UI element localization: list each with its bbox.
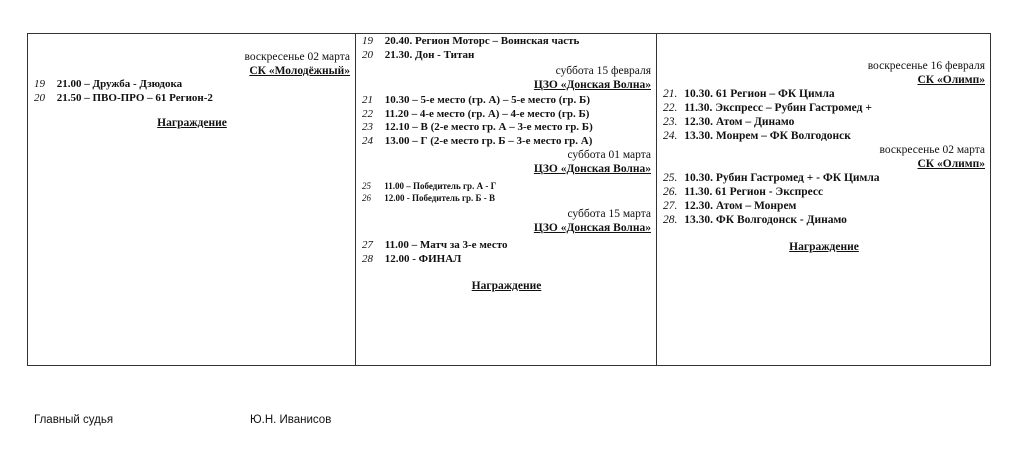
match-row bbox=[362, 239, 651, 253]
match-row bbox=[362, 94, 651, 108]
match-text: 11.30. Экспресс – Рубин Гастромед + bbox=[684, 102, 872, 114]
match-number: 22. bbox=[663, 102, 678, 114]
venue-link[interactable]: ЦЗО «Донская Волна» bbox=[533, 163, 651, 175]
match-row bbox=[362, 121, 651, 135]
match-row bbox=[362, 108, 651, 122]
match-row bbox=[362, 180, 651, 192]
venue-link[interactable]: СК «Молодёжный» bbox=[249, 65, 350, 77]
match-number: 20 bbox=[34, 91, 45, 104]
match-number: 27. bbox=[663, 200, 678, 212]
schedule-column-1 bbox=[28, 34, 356, 365]
match-number: 25 bbox=[362, 181, 371, 191]
match-row bbox=[34, 78, 350, 92]
match-row bbox=[362, 192, 651, 204]
match-text: 12.10 – В (2-е место гр. А – 3-е место гр. Б) bbox=[384, 121, 593, 133]
match-text: 11.00 – Матч за 3-е место bbox=[384, 239, 508, 251]
match-number: 25. bbox=[663, 172, 678, 184]
match-row bbox=[663, 171, 985, 185]
match-text: 21.00 – Дружба - Дзюдока bbox=[56, 78, 183, 90]
match-number: 26 bbox=[362, 193, 371, 203]
award-ceremony: Награждение bbox=[789, 241, 859, 253]
match-date: воскресенье 02 марта bbox=[879, 144, 985, 156]
match-text: 21.30. Дон - Титан bbox=[384, 48, 475, 61]
schedule-column-3 bbox=[657, 34, 990, 365]
match-text: 11.30. 61 Регион - Экспресс bbox=[684, 186, 824, 198]
match-text: 10.30. Рубин Гастромед + - ФК Цимла bbox=[684, 172, 880, 184]
match-text: 20.40. Регион Моторс – Воинская часть bbox=[384, 35, 580, 47]
match-text: 10.30 – 5-е место (гр. А) – 5-е место (гр. Б) bbox=[384, 94, 590, 106]
match-row bbox=[663, 213, 985, 227]
award-ceremony: Награждение bbox=[157, 117, 227, 129]
match-number: 23. bbox=[663, 116, 678, 128]
match-text: 11.20 – 4-е место (гр. А) – 4-е место (гр. Б) bbox=[384, 107, 590, 120]
match-row bbox=[663, 101, 985, 115]
match-number: 21. bbox=[663, 88, 678, 100]
match-row bbox=[663, 129, 985, 143]
match-number: 20 bbox=[362, 48, 373, 61]
match-number: 19 bbox=[34, 78, 45, 90]
match-row bbox=[362, 49, 651, 63]
venue-link[interactable]: СК «Олимп» bbox=[917, 158, 985, 170]
match-text: 13.30. ФК Волгодонск - Динамо bbox=[684, 214, 847, 226]
award-ceremony: Награждение bbox=[471, 280, 542, 292]
chief-judge-name: Ю.Н. Иванисов bbox=[250, 414, 332, 426]
match-date: суббота 01 марта bbox=[567, 149, 651, 161]
match-row bbox=[663, 87, 985, 101]
match-number: 27 bbox=[362, 239, 373, 251]
match-number: 19 bbox=[362, 35, 373, 47]
match-row bbox=[34, 92, 350, 106]
schedule-table bbox=[27, 33, 991, 366]
match-text: 10.30. 61 Регион – ФК Цимла bbox=[684, 88, 835, 100]
venue-link[interactable]: ЦЗО «Донская Волна» bbox=[533, 222, 651, 234]
match-number: 28. bbox=[663, 214, 678, 226]
venue-link[interactable]: СК «Олимп» bbox=[917, 74, 985, 86]
match-row bbox=[663, 115, 985, 129]
match-text: 13.30. Монрем – ФК Волгодонск bbox=[684, 130, 851, 142]
match-date: суббота 15 марта bbox=[567, 208, 651, 220]
schedule-column-2 bbox=[356, 34, 657, 365]
match-number: 23 bbox=[362, 121, 373, 133]
match-date: воскресенье 02 марта bbox=[244, 51, 350, 63]
match-text: 12.00 - ФИНАЛ bbox=[384, 252, 462, 265]
match-text: 11.00 – Победитель гр. А - Г bbox=[384, 181, 497, 191]
match-text: 13.00 – Г (2-е место гр. Б – 3-е место гр. А) bbox=[384, 134, 593, 147]
match-text: 12.30. Атом – Динамо bbox=[684, 116, 795, 128]
match-number: 22 bbox=[362, 107, 373, 120]
match-number: 24. bbox=[663, 130, 678, 142]
match-row bbox=[362, 253, 651, 267]
match-text: 21.50 – ПВО-ПРО – 61 Регион-2 bbox=[56, 91, 213, 104]
venue-link[interactable]: ЦЗО «Донская Волна» bbox=[533, 79, 651, 91]
match-date: суббота 15 февраля bbox=[555, 65, 651, 77]
match-text: 12.30. Атом – Монрем bbox=[684, 200, 797, 212]
match-row bbox=[362, 135, 651, 149]
match-row bbox=[663, 185, 985, 199]
match-number: 24 bbox=[362, 134, 373, 147]
chief-judge-label: Главный судья bbox=[34, 414, 114, 426]
match-row bbox=[663, 199, 985, 213]
match-number: 21 bbox=[362, 94, 373, 106]
match-row bbox=[362, 35, 651, 49]
match-text: 12.00 - Победитель гр. Б - В bbox=[384, 193, 496, 203]
match-date: воскресенье 16 февраля bbox=[867, 60, 985, 72]
match-number: 26. bbox=[663, 186, 678, 198]
match-number: 28 bbox=[362, 252, 373, 265]
